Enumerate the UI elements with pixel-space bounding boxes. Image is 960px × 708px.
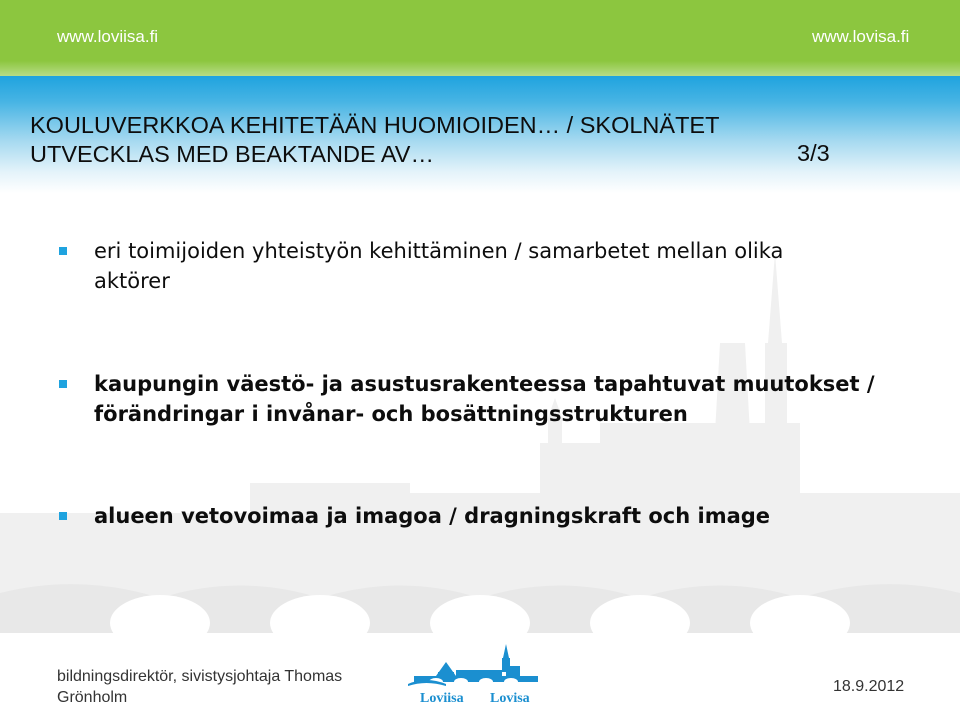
logo-text-loviisa: Loviisa bbox=[420, 691, 464, 706]
bullet-item-cooperation bbox=[94, 236, 914, 296]
slide-title-line-1: KOULUVERKKOA KEHITETÄÄN HUOMIOIDEN… / SKOLNÄTET bbox=[30, 112, 720, 138]
bullet-item-population-changes bbox=[94, 369, 914, 429]
square-bullet-icon bbox=[59, 247, 67, 255]
square-bullet-icon bbox=[59, 380, 67, 388]
footer-author bbox=[57, 666, 357, 708]
square-bullet-icon bbox=[59, 512, 67, 520]
footer-date: 18.9.2012 bbox=[833, 678, 905, 695]
bullet-text-line-1: kaupungin väestö- ja asustusrakenteessa tapahtuvat muutokset / bbox=[94, 372, 875, 396]
loviisa-lovisa-logo bbox=[406, 640, 546, 706]
bullet-text-line-2: aktörer bbox=[94, 269, 170, 293]
slide-title bbox=[30, 111, 850, 169]
footer-author-line-2: Grönholm bbox=[57, 689, 128, 706]
footer-author-line-1: bildningsdirektör, sivistysjohtaja Thomas bbox=[57, 668, 343, 685]
bullet-text-line-2: förändringar i invånar- och bosättningsstrukturen bbox=[94, 402, 688, 426]
slide-title-line-2: UTVECKLAS MED BEAKTANDE AV… bbox=[30, 141, 434, 167]
bullet-text-line-1: eri toimijoiden yhteistyön kehittäminen / samarbetet mellan olika bbox=[94, 239, 784, 263]
bullet-text-line-1: alueen vetovoimaa ja imagoa / dragningskraft och image bbox=[94, 504, 771, 528]
page-indicator: 3/3 bbox=[797, 140, 830, 166]
website-url-swedish[interactable]: www.lovisa.fi bbox=[812, 27, 910, 46]
bullet-item-attractiveness bbox=[94, 501, 914, 531]
website-url-finnish[interactable]: www.loviisa.fi bbox=[57, 27, 159, 46]
logo-text-lovisa: Lovisa bbox=[490, 691, 530, 706]
